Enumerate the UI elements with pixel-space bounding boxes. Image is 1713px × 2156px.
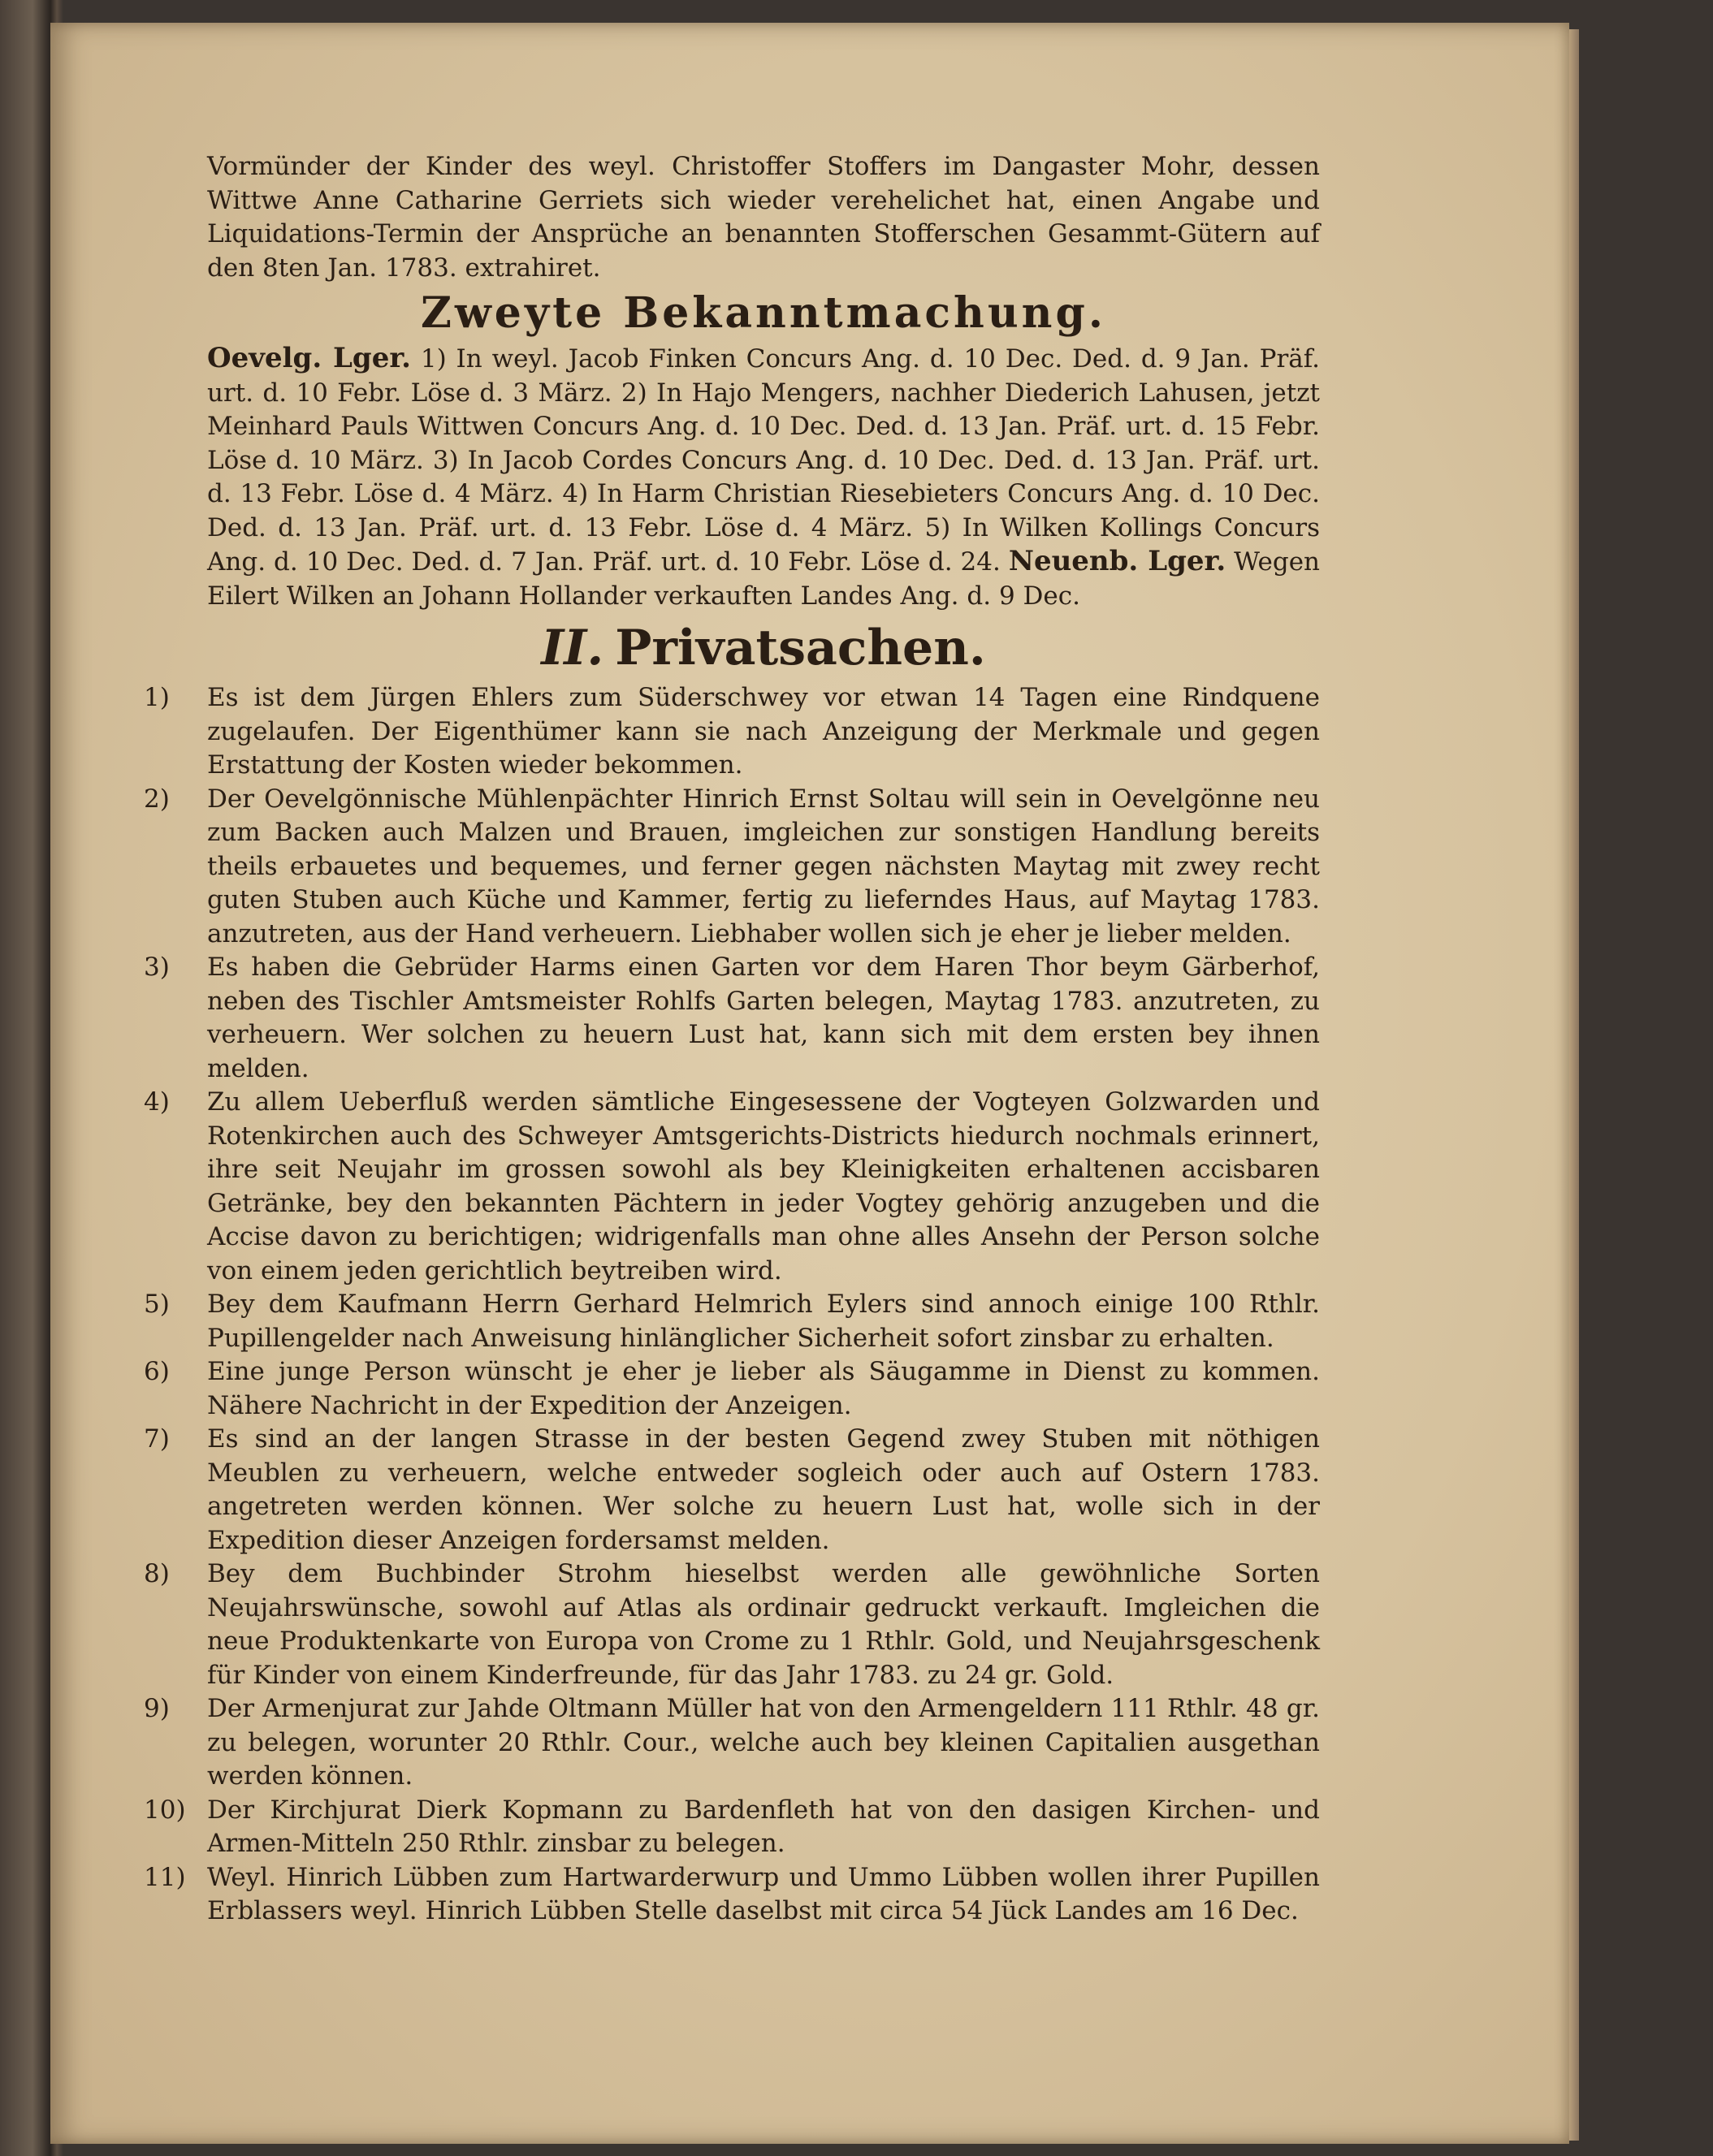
item-text: Weyl. Hinrich Lübben zum Hartwarderwurp und Ummo Lübben wollen ihrer Pupillen Erblassers weyl. Hinrich Lübben Stelle daselbst mit circa 54 Jück Landes am 16 Dec. — [207, 1862, 1320, 1925]
item-number: 4) — [144, 1087, 170, 1117]
court-name-oevelgoenne: Oevelg. Lger. — [207, 342, 411, 374]
list-item — [144, 1423, 1320, 1558]
item-number: 8) — [144, 1559, 170, 1588]
section-title-text: Privatsachen. — [615, 620, 986, 676]
item-text: Es haben die Gebrüder Harms einen Garten vor dem Haren Thor beym Gärberhof, neben des Tischler Amtsmeister Rohlfs Garten belegen, Maytag 1783. anzutreten, zu verheuern. Wer solchen zu heuern Lust hat, kann sich mit dem ersten bey ihnen melden. — [207, 953, 1320, 1083]
item-number: 5) — [144, 1290, 170, 1319]
item-text: Zu allem Ueberfluß werden sämtliche Eingesessene der Vogteyen Golzwarden und Rotenkirchen auch des Schweyer Amtsgerichts-Districts hiedurch nochmals erinnert, ihre seit Neujahr im grossen sowohl als bey Kleinigkeiten erhaltenen accisbaren Getränke, bey den bekannten Pächtern in jeder Vogtey gehörig anzugeben und die Accise davon zu berichtigen; widrigenfalls man ohne alles Ansehn der Person solche von einem jeden gerichtlich beytreiben wird. — [207, 1087, 1320, 1285]
item-number: 11) — [144, 1862, 186, 1892]
list-item — [144, 1288, 1320, 1355]
court-notices — [207, 342, 1320, 613]
item-text: Der Kirchjurat Dierk Kopmann zu Bardenfleth hat von den dasigen Kirchen- und Armen-Mitteln 250 Rthlr. zinsbar zu belegen. — [207, 1795, 1320, 1858]
court-notices-body-2: Wegen Eilert Wilken an Johann Hollander verkauften Landes Ang. d. 9 Dec. — [207, 547, 1321, 611]
item-text: Der Armenjurat zur Jahde Oltmann Müller hat von den Armengeldern 111 Rthlr. 48 gr. zu belegen, worunter 20 Rthlr. Cour., welche auch bey kleinen Capitalien ausgethan werden können. — [207, 1694, 1320, 1791]
private-notices-list — [144, 681, 1320, 1929]
list-item — [144, 1086, 1320, 1288]
court-notices-body-1: 1) In weyl. Jacob Finken Concurs Ang. d. 10 Dec. Ded. d. 9 Jan. Präf. urt. d. 10 Febr. Löse d. 3 März. 2) In Hajo Mengers, nachher Diederich Lahusen, jetzt Meinhard Pauls Wittwen Concurs Ang. d. 10 Dec. Ded. d. 13 Jan. Präf. urt. d. 15 Febr. Löse d. 10 März. 3) In Jacob Cordes Concurs Ang. d. 10 Dec. Ded. d. 13 Jan. Präf. urt. d. 13 Febr. Löse d. 4 März. 4) In Harm Christian Riesebieters Concurs Ang. d. 10 Dec. Ded. d. 13 Jan. Präf. urt. d. 13 Febr. Löse d. 4 März. 5) In Wilken Kollings Concurs Ang. d. 10 Dec. Ded. d. 7 Jan. Präf. urt. d. 10 Febr. Löse d. 24. — [207, 344, 1320, 577]
item-number: 2) — [144, 784, 170, 814]
list-item — [144, 783, 1320, 952]
item-text: Es sind an der langen Strasse in der besten Gegend zwey Stuben mit nöthigen Meublen zu verheuern, welche entweder sogleich oder auch auf Ostern 1783. angetreten werden können. Wer solche zu heuern Lust hat, wolle sich in der Expedition dieser Anzeigen fordersamst melden. — [207, 1424, 1320, 1555]
item-number: 9) — [144, 1694, 170, 1723]
page-text — [144, 150, 1321, 1929]
section-number: II. — [541, 620, 604, 676]
list-item — [144, 1794, 1320, 1861]
item-number: 10) — [144, 1795, 186, 1825]
item-text: Es ist dem Jürgen Ehlers zum Süderschwey vor etwan 14 Tagen eine Rindquene zugelaufen. Der Eigenthümer kann sie nach Anzeigung der Merkmale und gegen Erstattung der Kosten wieder bekommen. — [207, 683, 1320, 780]
section-title-privatsachen — [207, 615, 1320, 681]
list-item — [144, 1692, 1320, 1794]
page-edge — [1569, 29, 1579, 2141]
item-number: 7) — [144, 1424, 170, 1454]
item-number: 1) — [144, 683, 170, 712]
item-number: 3) — [144, 953, 170, 982]
item-text: Eine junge Person wünscht je eher je lieber als Säugamme in Dienst zu kommen. Nähere Nachricht in der Expedition der Anzeigen. — [207, 1357, 1320, 1420]
list-item — [144, 1861, 1320, 1929]
court-name-neuenburg: Neuenb. Lger. — [1008, 545, 1226, 577]
section-title-zweyte-bekanntmachung: Zweyte Bekanntmachung. — [421, 288, 1106, 338]
item-text: Der Oevelgönnische Mühlenpächter Hinrich Ernst Soltau will sein in Oevelgönne neu zum Backen auch Malzen und Brauen, imgleichen zur sonstigen Handlung bereits theils erbauetes und bequemes, und ferner gegen nächsten Maytag mit zwey recht guten Stuben auch Küche und Kammer, fertig zu lieferndes Haus, auf Maytag 1783. anzutreten, aus der Hand verheuern. Liebhaber wollen sich je eher je lieber melden. — [207, 784, 1320, 948]
item-text: Bey dem Buchbinder Strohm hieselbst werden alle gewöhnliche Sorten Neujahrswünsche, sowohl auf Atlas als ordinair gedruckt verkauft. Imgleichen die neue Produktenkarte von Europa von Crome zu 1 Rthlr. Gold, und Neujahrsgeschenk für Kinder von einem Kinderfreunde, für das Jahr 1783. zu 24 gr. Gold. — [207, 1559, 1320, 1690]
item-text: Bey dem Kaufmann Herrn Gerhard Helmrich Eylers sind annoch einige 100 Rthlr. Pupillengelder nach Anweisung hinlänglicher Sicherheit sofort zinsbar zu erhalten. — [207, 1290, 1320, 1353]
item-number: 6) — [144, 1357, 170, 1386]
intro-paragraph: Vormünder der Kinder des weyl. Christoffer Stoffers im Dangaster Mohr, dessen Wittwe Anne Catharine Gerriets sich wieder verehelichet hat, einen Angabe und Liquidations-Termin der Ansprüche an benannten Stofferschen Gesammt-Gütern auf den 8ten Jan. 1783. extrahiret. — [207, 152, 1320, 283]
list-item — [144, 1355, 1320, 1423]
list-item — [144, 951, 1320, 1086]
list-item — [144, 681, 1320, 783]
list-item — [144, 1558, 1320, 1692]
